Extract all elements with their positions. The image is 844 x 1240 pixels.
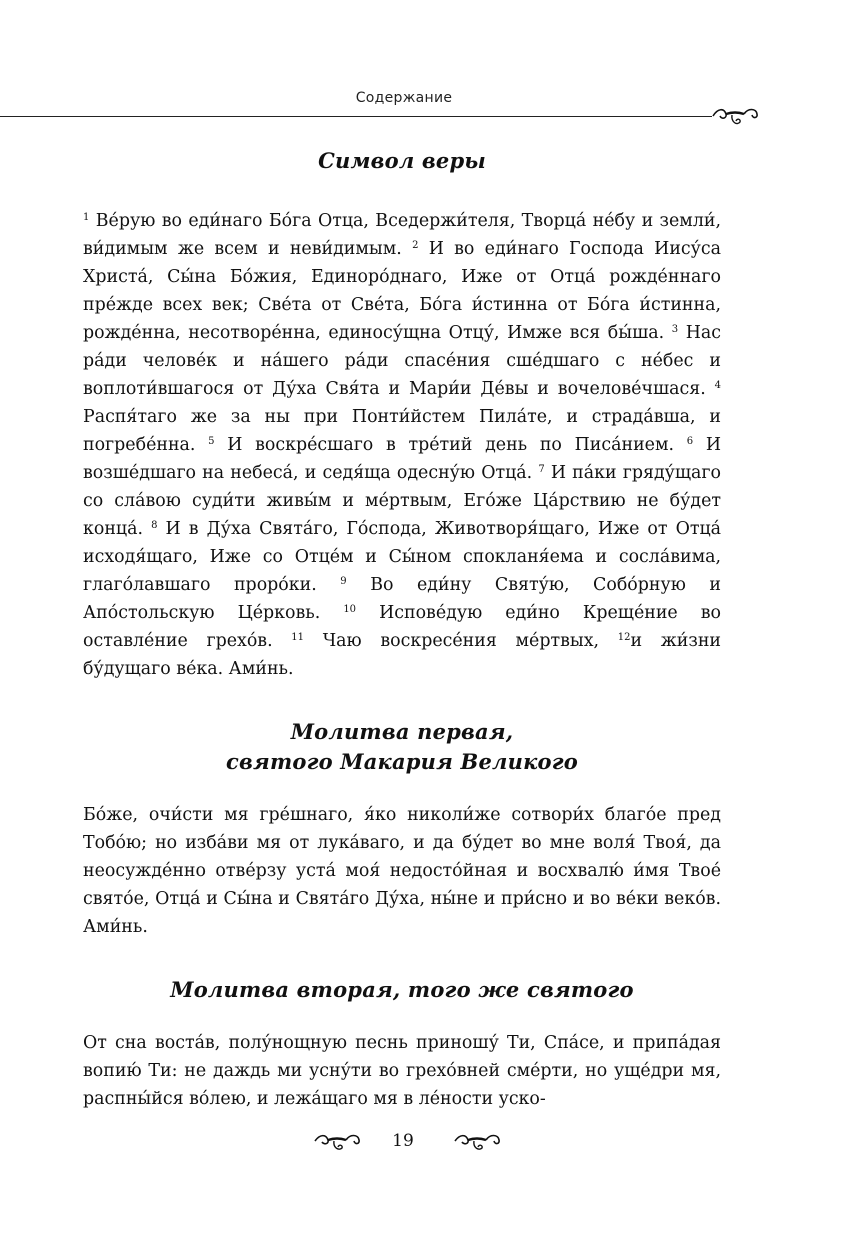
title-line: святого Макария Великого bbox=[226, 749, 578, 774]
scroll-flourish-icon bbox=[312, 1131, 362, 1153]
verse-text: И в Ду́ха Свята́го, Го́спода, Животворя́щаго, Иже от Отца́ исходя́щаго, Иже со Отце́м и Сы́ном спокланя́ема и сосла́вима, глаго́лавшаго проро́ки. bbox=[83, 519, 722, 595]
page-footer bbox=[0, 1128, 808, 1158]
verse-text: И во еди́наго Господа Иису́са Христа́, Сы́на Бо́жия, Единоро́днаго, Иже от Отца́ рожде́ннаго пре́жде всех век; Све́та от Све́та, Бо́га и́стинна от Бо́га и́стинна, рожде́нна, несотворе́нна, единосу́щна Отцу́, Имже вся бы́ша. bbox=[83, 239, 721, 343]
verse-number: 11 bbox=[291, 632, 305, 643]
verse-text: Распя́таго же за ны при Понти́йстем Пила́те, и страда́вша, и погребе́нна. bbox=[83, 407, 721, 455]
section-title-first-prayer bbox=[83, 717, 721, 777]
verse-text: И па́ки гряду́щаго со сла́вою суди́ти живы́м и ме́ртвым, Его́же Ца́рствию не бу́дет конца́. bbox=[83, 463, 722, 539]
verse-number: 1 bbox=[83, 212, 90, 223]
verse-text: и жи́зни бу́дущаго ве́ка. Ами́нь. bbox=[83, 631, 721, 679]
verse-text: И воскре́сшаго в тре́тий день по Писа́нием. bbox=[227, 435, 687, 455]
verse-text: И возше́дшаго на небеса́, и седя́ща одесну́ю Отца́. bbox=[83, 435, 721, 483]
section-title-creed: Символ веры bbox=[318, 148, 486, 173]
verse-number: 4 bbox=[714, 380, 721, 391]
verse-text: Нас ра́ди челове́к и на́шего ра́ди спасе́ния сше́дшаго с не́бес и воплоти́вшагося от Ду́ха Свя́та и Мари́и Де́вы и вочелове́чшася. bbox=[83, 323, 721, 399]
first-prayer-text: Бо́же, очи́сти мя гре́шнаго, я́ко николи́же сотвори́х благо́е пред Тобо́ю; но изба́ви мя от лука́ваго, и да бу́дет во мне воля́ Твоя́, да неосужде́нно отве́рзу уста́ моя́ недосто́йная и восхвалю́ и́мя Твое́ свято́е, Отца́ и Сы́на и Свята́го Ду́ха, ны́не и при́сно и во ве́ки веко́в. Ами́нь. bbox=[83, 805, 721, 937]
verse-text: Испове́дую еди́но Креще́ние во оставле́ние грехо́в. bbox=[83, 603, 721, 651]
scroll-flourish-icon bbox=[452, 1131, 502, 1153]
creed-text bbox=[83, 207, 721, 683]
running-head-title: Содержание bbox=[355, 90, 453, 106]
verse-text: Ве́рую во еди́наго Бо́га Отца, Вседержи́теля, Творца́ не́бу и земли́, ви́димым же всем и неви́димым. bbox=[83, 211, 722, 259]
verse-number: 6 bbox=[686, 436, 694, 447]
verse-number: 9 bbox=[340, 576, 347, 587]
title-line: Молитва первая, bbox=[290, 719, 514, 744]
page-body bbox=[83, 140, 721, 1113]
second-prayer-text: От сна воста́в, полу́нощную песнь приношу́ Ти, Спа́се, и припа́дая вопию́ Ти: не даждь ми усну́ти во грехо́вней сме́рти, но уще́дри мя, распны́йся во́лею, и лежа́щаго мя в ле́ности уско- bbox=[83, 1033, 721, 1109]
verse-number: 7 bbox=[538, 464, 545, 475]
header-rule bbox=[0, 116, 712, 117]
verse-text: Чаю воскресе́ния ме́ртвых, bbox=[322, 631, 618, 651]
scroll-flourish-icon bbox=[710, 102, 760, 128]
verse-number: 10 bbox=[343, 604, 357, 615]
verse-text: Во еди́ну Святу́ю, Собо́рную и Апо́стольскую Це́рковь. bbox=[83, 575, 721, 623]
verse-number: 12 bbox=[617, 632, 631, 643]
page-number: 19 bbox=[392, 1131, 414, 1151]
verse-number: 2 bbox=[412, 240, 419, 251]
section-title-second-prayer: Молитва вторая, того же святого bbox=[170, 977, 634, 1002]
verse-number: 5 bbox=[208, 436, 215, 447]
verse-number: 8 bbox=[151, 520, 158, 531]
verse-number: 3 bbox=[671, 324, 679, 335]
